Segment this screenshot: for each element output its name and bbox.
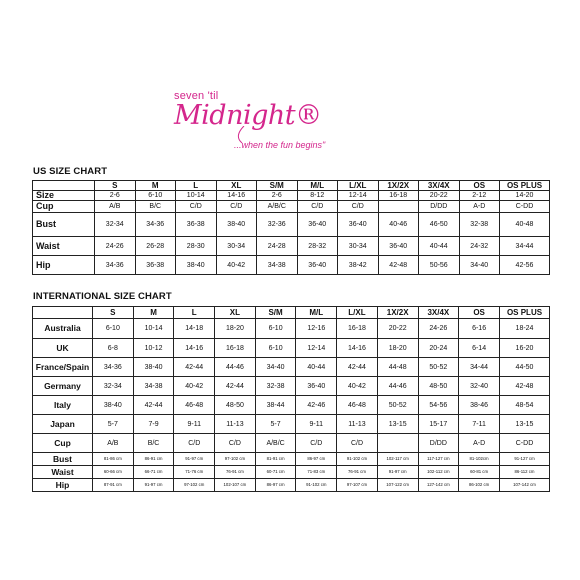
- table-cell: 40-42: [216, 256, 257, 275]
- table-cell: 91-97 cm: [133, 479, 174, 492]
- table-cell: 42-44: [133, 396, 174, 415]
- table-cell: C/D: [174, 434, 215, 453]
- table-cell: 40-42: [337, 377, 378, 396]
- table-cell: 32-38: [255, 377, 296, 396]
- table-cell: 42-44: [174, 358, 215, 377]
- table-cell: 48-50: [418, 377, 459, 396]
- table-cell: 38-40: [216, 213, 257, 237]
- row-label: Cup: [33, 201, 95, 213]
- table-cell: 107-142 cm: [500, 479, 550, 492]
- table-cell: 42-56: [500, 256, 550, 275]
- table-cell: 97-107 cm: [337, 479, 378, 492]
- table-cell: 50-52: [377, 396, 418, 415]
- international-size-table: [32, 306, 550, 492]
- row-label: UK: [33, 339, 93, 358]
- table-cell: D/DD: [419, 201, 460, 213]
- table-cell: A/B: [93, 434, 134, 453]
- table-cell: 13-15: [500, 415, 550, 434]
- corner-cell: [33, 181, 95, 191]
- table-cell: 71-76 cm: [174, 466, 215, 479]
- column-header: OS PLUS: [500, 307, 550, 319]
- column-header: M/L: [297, 181, 338, 191]
- table-cell: 7-9: [133, 415, 174, 434]
- table-row: [33, 191, 550, 201]
- column-header: OS PLUS: [500, 181, 550, 191]
- table-cell: 6-16: [459, 319, 500, 339]
- brand-line1: seven 'til: [174, 90, 219, 102]
- table-cell: 46-48: [337, 396, 378, 415]
- column-header: S/M: [257, 181, 298, 191]
- table-cell: 50-52: [418, 358, 459, 377]
- table-cell: 13-15: [377, 415, 418, 434]
- column-header: XL: [215, 307, 256, 319]
- table-cell: 36-40: [378, 237, 419, 256]
- table-cell: C/D: [216, 201, 257, 213]
- brand-line2: Midnight®: [174, 100, 322, 131]
- table-cell: 12-14: [296, 339, 337, 358]
- table-row: [33, 434, 550, 453]
- table-cell: 50-56: [419, 256, 460, 275]
- table-cell: 38-42: [338, 256, 379, 275]
- column-header: L/XL: [337, 307, 378, 319]
- table-cell: 16-18: [215, 339, 256, 358]
- table-cell: 48-54: [500, 396, 550, 415]
- table-row: [33, 213, 550, 237]
- table-cell: 36-38: [176, 213, 217, 237]
- column-header: S: [95, 181, 136, 191]
- table-cell: 20-22: [419, 191, 460, 201]
- table-cell: 14-16: [174, 339, 215, 358]
- table-row: [33, 396, 550, 415]
- table-cell: 42-48: [500, 377, 550, 396]
- table-cell: 6-8: [93, 339, 134, 358]
- row-label: Bust: [33, 213, 95, 237]
- table-cell: 8-12: [297, 191, 338, 201]
- table-cell: 66-71 cm: [133, 466, 174, 479]
- table-cell: 40-46: [378, 213, 419, 237]
- table-row: [33, 453, 550, 466]
- table-cell: C/D: [297, 201, 338, 213]
- column-header: 3X/4X: [418, 307, 459, 319]
- table-cell: 32-36: [257, 213, 298, 237]
- table-row: [33, 237, 550, 256]
- table-cell: 6-10: [255, 319, 296, 339]
- table-cell: 24-28: [257, 237, 298, 256]
- row-label: France/Spain: [33, 358, 93, 377]
- table-cell: 91-97 cm: [377, 466, 418, 479]
- table-cell: 5-7: [255, 415, 296, 434]
- table-cell: 102-117 cm: [377, 453, 418, 466]
- table-cell: 34-36: [135, 213, 176, 237]
- table-cell: 15-17: [418, 415, 459, 434]
- table-row: [33, 256, 550, 275]
- column-header: L: [176, 181, 217, 191]
- row-label: Germany: [33, 377, 93, 396]
- table-cell: C-DD: [500, 434, 550, 453]
- table-cell: 32-34: [95, 213, 136, 237]
- table-cell: 38-44: [255, 396, 296, 415]
- table-cell: 36-40: [296, 377, 337, 396]
- row-label: Waist: [33, 237, 95, 256]
- table-cell: 81-91 cm: [255, 453, 296, 466]
- column-header: 1X/2X: [377, 307, 418, 319]
- table-row: [33, 415, 550, 434]
- table-cell: A-D: [459, 434, 500, 453]
- column-header: 3X/4X: [419, 181, 460, 191]
- table-cell: 97-102 cm: [215, 453, 256, 466]
- column-header: M: [135, 181, 176, 191]
- table-cell: C/D: [296, 434, 337, 453]
- table-cell: 91-102 cm: [337, 453, 378, 466]
- table-cell: 36-38: [135, 256, 176, 275]
- table-cell: 32-34: [93, 377, 134, 396]
- table-cell: 14-16: [216, 191, 257, 201]
- column-header: L/XL: [338, 181, 379, 191]
- table-cell: 24-26: [95, 237, 136, 256]
- table-cell: 12-14: [338, 191, 379, 201]
- table-cell: 34-36: [93, 358, 134, 377]
- brand-logo: [168, 90, 368, 170]
- table-row: [33, 339, 550, 358]
- table-cell: 10-14: [176, 191, 217, 201]
- table-cell: 86-112 cm: [500, 466, 550, 479]
- table-cell: 91-127 cm: [500, 453, 550, 466]
- table-cell: 107-122 cm: [377, 479, 418, 492]
- table-cell: B/C: [135, 201, 176, 213]
- table-cell: 34-40: [459, 256, 500, 275]
- table-cell: 42-46: [296, 396, 337, 415]
- table-cell: 11-13: [337, 415, 378, 434]
- table-cell: 102-107 cm: [215, 479, 256, 492]
- table-cell: 46-50: [419, 213, 460, 237]
- header-row: [33, 181, 550, 191]
- table-row: [33, 479, 550, 492]
- table-cell: 36-40: [297, 213, 338, 237]
- table-cell: C-DD: [500, 201, 550, 213]
- table-cell: 46-48: [174, 396, 215, 415]
- column-header: 1X/2X: [378, 181, 419, 191]
- table-cell: 5-7: [93, 415, 134, 434]
- table-cell: 30-34: [338, 237, 379, 256]
- table-cell: 34-38: [133, 377, 174, 396]
- us-size-table: [32, 180, 550, 275]
- table-cell: 10-12: [133, 339, 174, 358]
- table-cell: A-D: [459, 201, 500, 213]
- table-cell: 12-16: [296, 319, 337, 339]
- table-cell: A/B/C: [255, 434, 296, 453]
- us-chart-title: US SIZE CHART: [33, 166, 108, 177]
- table-cell: 6-10: [255, 339, 296, 358]
- table-cell: 14-16: [337, 339, 378, 358]
- table-cell: 86-91 cm: [133, 453, 174, 466]
- table-cell: 117-127 cm: [418, 453, 459, 466]
- row-label: Japan: [33, 415, 93, 434]
- table-row: [33, 201, 550, 213]
- table-cell: 28-32: [297, 237, 338, 256]
- table-cell: 127-142 cm: [418, 479, 459, 492]
- table-cell: 20-24: [418, 339, 459, 358]
- table-cell: 7-11: [459, 415, 500, 434]
- table-cell: 30-34: [216, 237, 257, 256]
- table-cell: 32-38: [459, 213, 500, 237]
- table-row: [33, 358, 550, 377]
- table-cell: 20-22: [377, 319, 418, 339]
- table-cell: 71-83 cm: [296, 466, 337, 479]
- row-label: Cup: [33, 434, 93, 453]
- table-cell: 44-46: [215, 358, 256, 377]
- table-cell: 40-42: [174, 377, 215, 396]
- table-cell: 28-30: [176, 237, 217, 256]
- table-cell: 34-36: [95, 256, 136, 275]
- table-cell: 16-18: [378, 191, 419, 201]
- table-cell: 102-112 cm: [418, 466, 459, 479]
- column-header: OS: [459, 307, 500, 319]
- row-label: Hip: [33, 256, 95, 275]
- row-label: Italy: [33, 396, 93, 415]
- table-cell: 18-20: [377, 339, 418, 358]
- table-cell: 11-13: [215, 415, 256, 434]
- table-cell: 34-44: [500, 237, 550, 256]
- table-cell: 48-50: [215, 396, 256, 415]
- column-header: OS: [459, 181, 500, 191]
- table-cell: C/D: [176, 201, 217, 213]
- table-cell: 60-66 cm: [93, 466, 134, 479]
- column-header: L: [174, 307, 215, 319]
- table-cell: 34-38: [257, 256, 298, 275]
- table-cell: B/C: [133, 434, 174, 453]
- intl-chart-title: INTERNATIONAL SIZE CHART: [33, 291, 172, 302]
- table-cell: 9-11: [296, 415, 337, 434]
- table-cell: 42-44: [337, 358, 378, 377]
- table-cell: 14-18: [174, 319, 215, 339]
- table-cell: 18-24: [500, 319, 550, 339]
- table-cell: A/B/C: [257, 201, 298, 213]
- column-header: M/L: [296, 307, 337, 319]
- table-cell: C/D: [215, 434, 256, 453]
- table-cell: 6-10: [135, 191, 176, 201]
- table-cell: 42-44: [215, 377, 256, 396]
- column-header: S/M: [255, 307, 296, 319]
- table-row: [33, 466, 550, 479]
- brand-tagline: ...when the fun begins": [234, 140, 326, 150]
- table-cell: 40-44: [419, 237, 460, 256]
- table-cell: 60-71 cm: [255, 466, 296, 479]
- table-cell: [378, 201, 419, 213]
- table-cell: 38-46: [459, 396, 500, 415]
- table-cell: 18-20: [215, 319, 256, 339]
- table-cell: 24-32: [459, 237, 500, 256]
- table-cell: D/DD: [418, 434, 459, 453]
- table-cell: 76-91 cm: [337, 466, 378, 479]
- table-cell: 60-81 cm: [459, 466, 500, 479]
- table-cell: 54-56: [418, 396, 459, 415]
- table-cell: 2-12: [459, 191, 500, 201]
- table-cell: 32-40: [459, 377, 500, 396]
- table-cell: 44-48: [377, 358, 418, 377]
- table-cell: 38-40: [93, 396, 134, 415]
- table-cell: 42-48: [378, 256, 419, 275]
- table-cell: 87-91 cm: [93, 479, 134, 492]
- row-label: Hip: [33, 479, 93, 492]
- table-cell: 38-40: [133, 358, 174, 377]
- table-cell: 26-28: [135, 237, 176, 256]
- corner-cell: [33, 307, 93, 319]
- row-label: Waist: [33, 466, 93, 479]
- table-cell: 40-44: [296, 358, 337, 377]
- table-cell: C/D: [337, 434, 378, 453]
- table-cell: A/B: [95, 201, 136, 213]
- table-row: [33, 319, 550, 339]
- table-cell: 34-44: [459, 358, 500, 377]
- table-cell: [377, 434, 418, 453]
- table-cell: 36-40: [338, 213, 379, 237]
- row-label: Bust: [33, 453, 93, 466]
- table-cell: 14-20: [500, 191, 550, 201]
- table-cell: 10-14: [133, 319, 174, 339]
- row-label: Size: [33, 191, 95, 201]
- table-cell: 9-11: [174, 415, 215, 434]
- table-cell: 6-14: [459, 339, 500, 358]
- table-cell: 2-6: [95, 191, 136, 201]
- column-header: S: [93, 307, 134, 319]
- table-cell: 44-50: [500, 358, 550, 377]
- table-cell: 81-102cm: [459, 453, 500, 466]
- table-cell: C/D: [338, 201, 379, 213]
- table-cell: 36-40: [297, 256, 338, 275]
- header-row: [33, 307, 550, 319]
- table-row: [33, 377, 550, 396]
- table-cell: 16-18: [337, 319, 378, 339]
- table-cell: 2-6: [257, 191, 298, 201]
- column-header: XL: [216, 181, 257, 191]
- row-label: Australia: [33, 319, 93, 339]
- column-header: M: [133, 307, 174, 319]
- table-cell: 40-48: [500, 213, 550, 237]
- table-cell: 6-10: [93, 319, 134, 339]
- table-cell: 86-102 cm: [459, 479, 500, 492]
- table-cell: 91-102 cm: [296, 479, 337, 492]
- table-cell: 86-97 cm: [296, 453, 337, 466]
- table-cell: 86-97 cm: [255, 479, 296, 492]
- table-cell: 24-26: [418, 319, 459, 339]
- table-cell: 16-20: [500, 339, 550, 358]
- table-cell: 38-40: [176, 256, 217, 275]
- table-cell: 44-46: [377, 377, 418, 396]
- table-cell: 34-40: [255, 358, 296, 377]
- table-cell: 81-86 cm: [93, 453, 134, 466]
- table-cell: 76-91 cm: [215, 466, 256, 479]
- table-cell: 91-97 cm: [174, 453, 215, 466]
- table-cell: 97-102 cm: [174, 479, 215, 492]
